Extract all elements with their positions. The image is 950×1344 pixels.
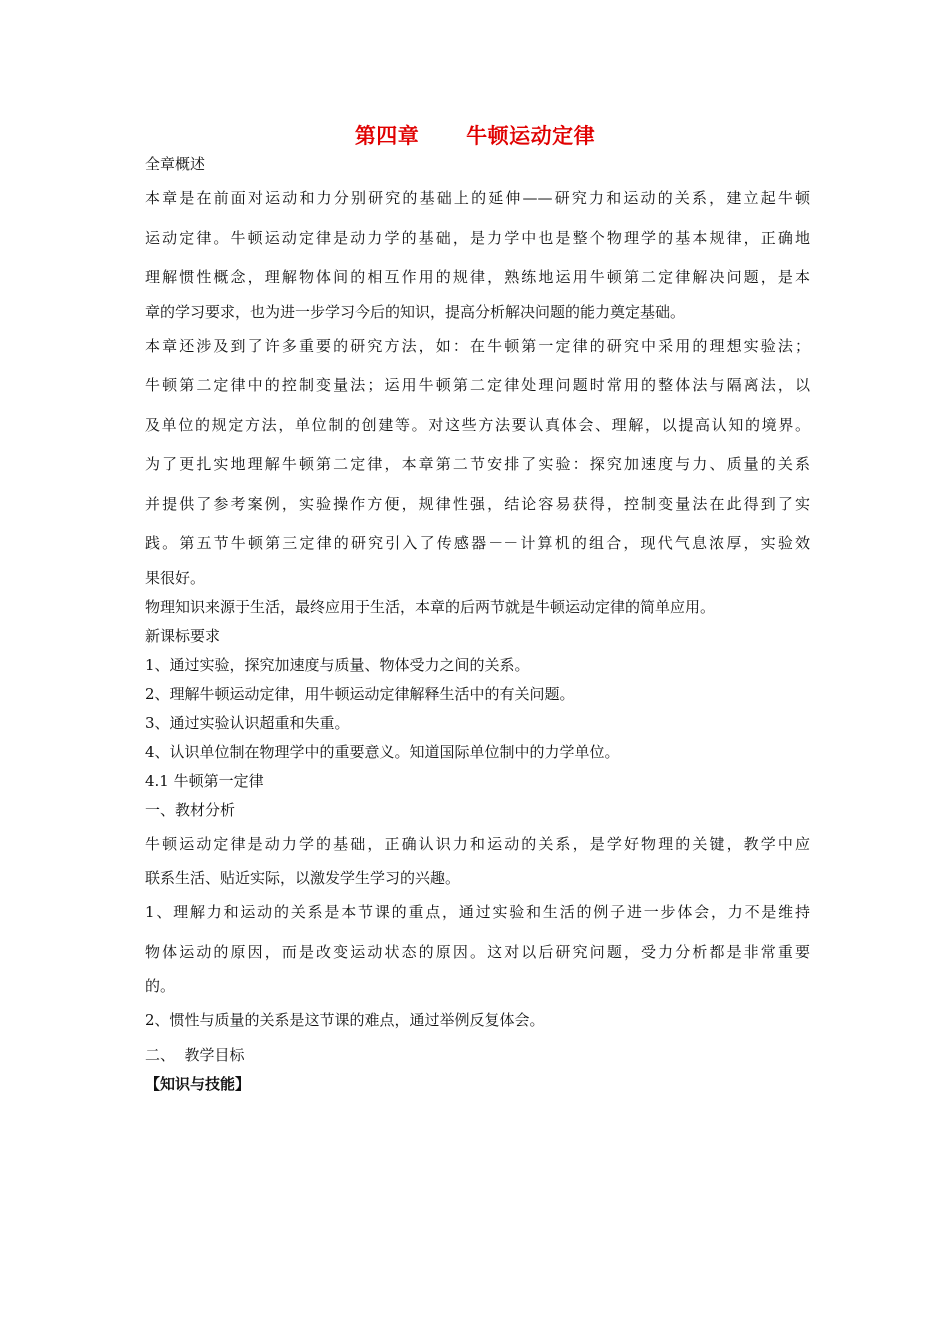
paragraph-line: 并提供了参考案例，实验操作方便，规律性强，结论容易获得，控制变量法在此得到了实	[145, 494, 810, 513]
paragraph-line: 为了更扎实地理解牛顿第二定律，本章第二节安排了实验：探究加速度与力、质量的关系	[145, 455, 810, 473]
paragraph-line: 联系生活、贴近实际，以激发学生学习的兴趣。	[145, 869, 461, 887]
subsection-heading-goals: 二、 教学目标	[145, 1045, 245, 1064]
section-heading-standards: 新课标要求	[145, 626, 221, 645]
list-item: 1、通过实验，探究加速度与质量、物体受力之间的关系。	[145, 655, 530, 674]
paragraph-line: 牛顿运动定律是动力学的基础，正确认识力和运动的关系，是学好物理的关键，教学中应	[145, 834, 810, 853]
paragraph-line: 理解惯性概念，理解物体间的相互作用的规律，熟练地运用牛顿第二定律解决问题，是本	[145, 268, 810, 286]
paragraph-line: 章的学习要求，也为进一步学习今后的知识，提高分析解决问题的能力奠定基础。	[145, 302, 686, 321]
paragraph-line: 物理知识来源于生活，最终应用于生活，本章的后两节就是牛顿运动定律的简单应用。	[145, 597, 716, 616]
list-item: 3、通过实验认识超重和失重。	[145, 713, 350, 732]
subsection-heading-knowledge: 【知识与技能】	[145, 1074, 251, 1093]
paragraph-line: 2、惯性与质量的关系是这节课的难点，通过举例反复体会。	[145, 1011, 545, 1029]
chapter-title: 第四章 牛顿运动定律	[354, 124, 596, 148]
paragraph-line: 本章是在前面对运动和力分别研究的基础上的延伸——研究力和运动的关系，建立起牛顿	[145, 189, 810, 207]
paragraph-line: 运动定律。牛顿运动定律是动力学的基础，是力学中也是整个物理学的基本规律，正确地	[145, 228, 810, 247]
subsection-heading-analysis: 一、教材分析	[145, 800, 236, 819]
paragraph-line: 牛顿第二定律中的控制变量法；运用牛顿第二定律处理问题时常用的整体法与隔离法，以	[145, 376, 810, 394]
paragraph-line: 1、理解力和运动的关系是本节课的重点，通过实验和生活的例子进一步体会，力不是维持	[145, 903, 810, 921]
list-item: 4、认识单位制在物理学中的重要意义。知道国际单位制中的力学单位。	[145, 742, 620, 761]
section-heading-overview: 全章概述	[145, 155, 206, 173]
paragraph-line: 的。	[145, 977, 176, 995]
section-heading-4-1: 4.1 牛顿第一定律	[145, 771, 264, 790]
paragraph-line: 果很好。	[145, 568, 206, 587]
document-body	[145, 150, 810, 1099]
paragraph-line: 物体运动的原因，而是改变运动状态的原因。这对以后研究问题，受力分析都是非常重要	[145, 942, 810, 961]
list-item: 2、理解牛顿运动定律，用牛顿运动定律解释生活中的有关问题。	[145, 684, 575, 703]
paragraph-line: 本章还涉及到了许多重要的研究方法，如：在牛顿第一定律的研究中采用的理想实验法；	[145, 336, 810, 355]
paragraph-line: 践。第五节牛顿第三定律的研究引入了传感器－－计算机的组合，现代气息浓厚，实验效	[145, 534, 810, 552]
paragraph-line: 及单位的规定方法，单位制的创建等。对这些方法要认真体会、理解，以提高认知的境界。	[145, 415, 810, 434]
